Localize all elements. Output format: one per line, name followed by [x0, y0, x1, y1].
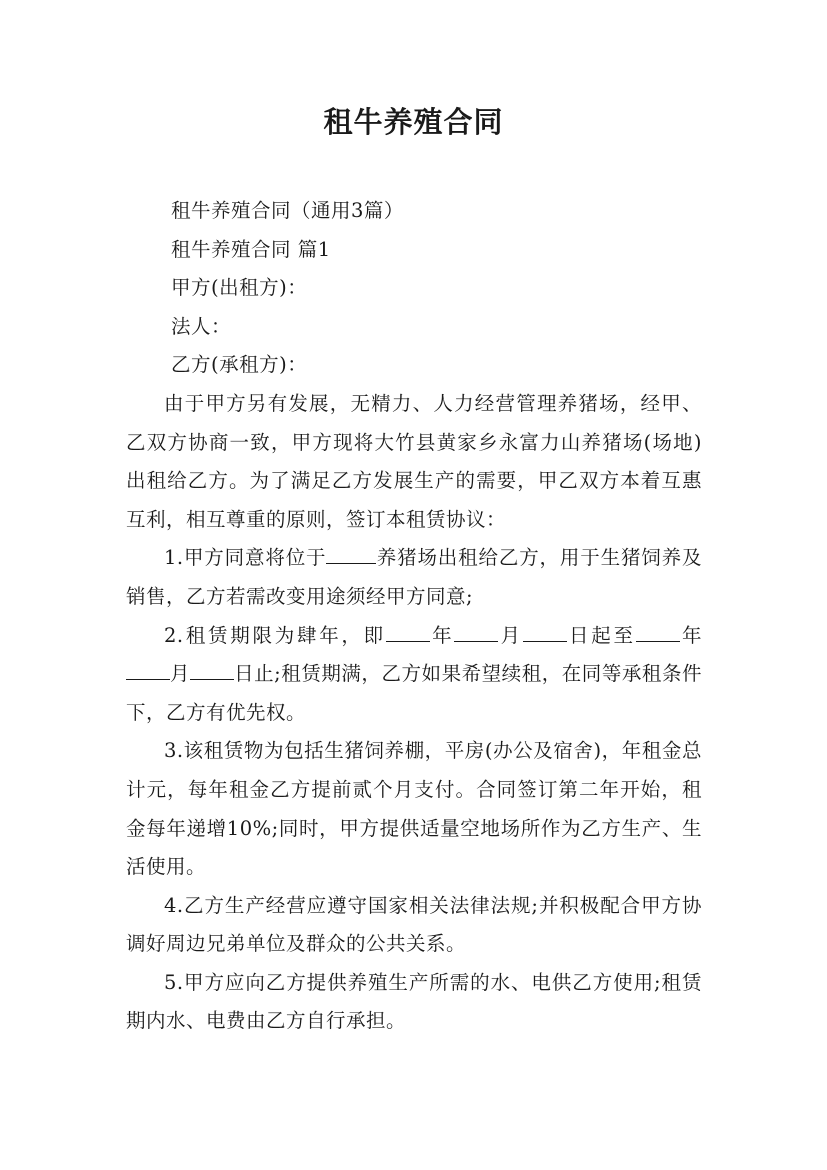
article-title: 租牛养殖合同 篇1 — [171, 237, 331, 261]
clause-4: 4.乙方生产经营应遵守国家相关法律法规;并积极配合甲方协调好周边兄弟单位及群众的公共关系。 — [126, 893, 702, 956]
clause-2-text-4: 日起至 — [566, 623, 636, 647]
blank-end-day — [190, 659, 234, 680]
blank-end-year — [636, 621, 680, 642]
clause-5: 5.甲方应向乙方提供养殖生产所需的水、电供乙方使用;租赁期内水、电费由乙方自行承担。 — [126, 970, 702, 1033]
clause-3: 3.该租赁物为包括生猪饲养棚，平房(办公及宿舍)，年租金总计元，每年租金乙方提前贰个月支付。合同签订第二年开始，租金每年递增10%;同时，甲方提供适量空地场所作为乙方生产、生活使用。 — [126, 739, 702, 879]
party-b-line: 乙方(承租方)： — [171, 353, 308, 377]
blank-start-month — [454, 621, 498, 642]
legal-person-line: 法人： — [171, 314, 232, 338]
clause-2-text-5: 年 — [679, 623, 702, 647]
clause-1-text-a: 1.甲方同意将位于 — [164, 546, 327, 570]
blank-location — [326, 543, 376, 564]
document-body — [126, 192, 702, 1041]
blank-start-day — [523, 621, 567, 642]
intro-paragraph: 由于甲方另有发展，无精力、人力经营管理养猪场，经甲、乙双方协商一致，甲方现将大竹县黄家乡永富力山养猪场(场地)出租给乙方。为了满足乙方发展生产的需要，甲乙双方本着互惠互利，相互尊重的原则，签订本租赁协议： — [126, 391, 702, 531]
clause-2-text-7: 日止;租赁期满，乙方如果希望续租，在同等承租条件下，乙方有优先权。 — [126, 662, 702, 724]
clause-2-text-3: 月 — [498, 623, 523, 647]
party-a-line: 甲方(出租方)： — [171, 276, 308, 300]
document-title: 租牛养殖合同 — [323, 105, 504, 139]
clause-2-text-1: 2.租赁期限为肆年，即 — [164, 623, 386, 647]
clause-2-text-2: 年 — [429, 623, 455, 647]
clause-1-text-b: 养猪场出租给乙方，用于生猪饲养及销售，乙方若需改变用途须经甲方同意; — [126, 546, 702, 608]
clause-2 — [126, 617, 702, 733]
heading-line: 租牛养殖合同（通用3篇） — [171, 199, 404, 222]
clause-2-text-6: 月 — [170, 662, 191, 686]
blank-end-month — [126, 659, 170, 680]
blank-start-year — [386, 621, 430, 642]
clause-1 — [126, 539, 702, 616]
